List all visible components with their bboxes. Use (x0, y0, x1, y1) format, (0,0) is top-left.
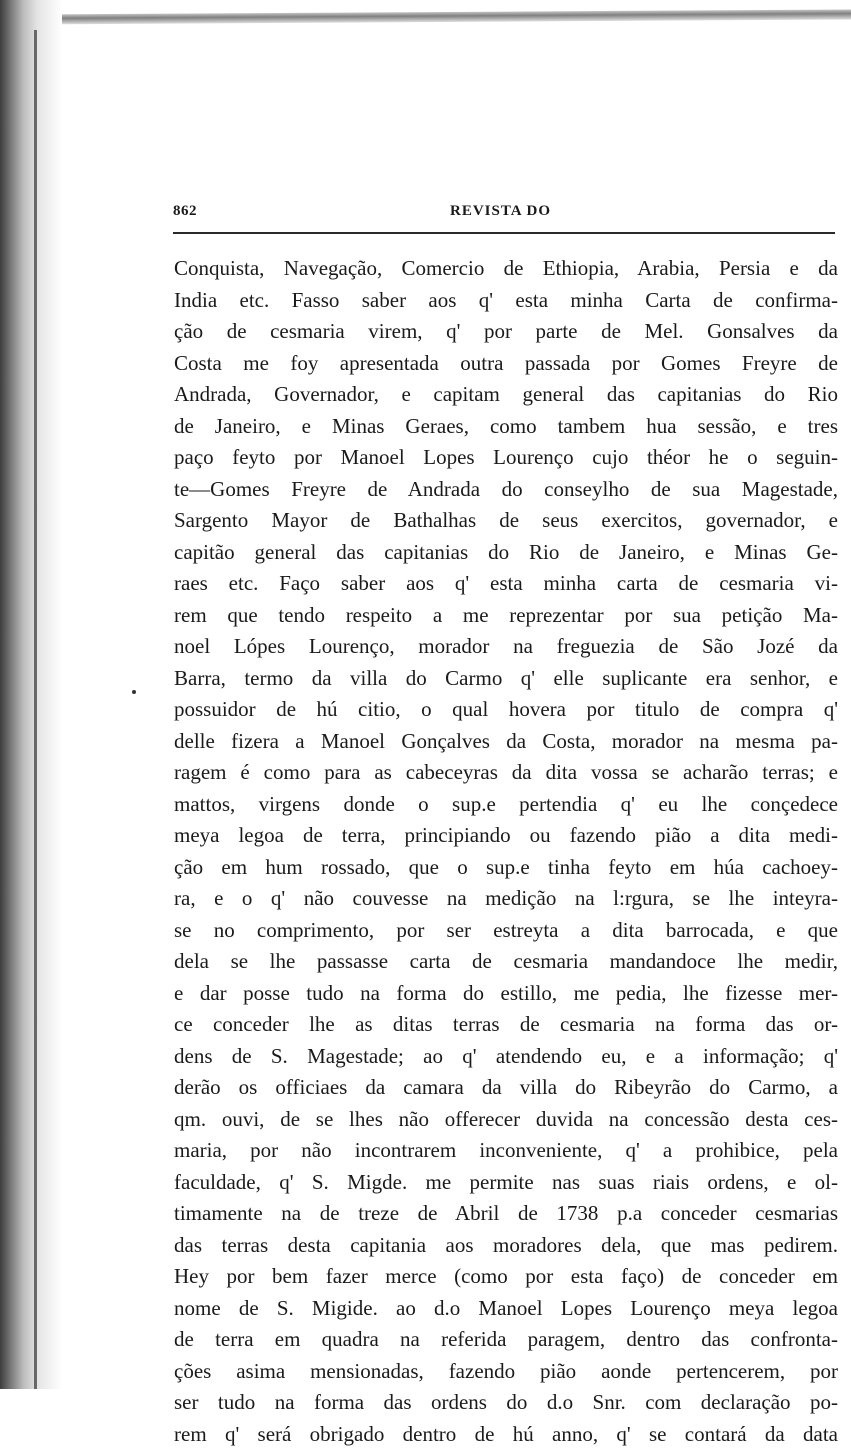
text-line: nome de S. Migide. ao d.o Manoel Lopes Lourenço meya legoa (174, 1293, 838, 1325)
binding-gutter-line (34, 30, 37, 1389)
text-line: Hey por bem fazer merce (como por esta faço) de conceder em (174, 1261, 838, 1293)
text-line: ser tudo na forma das ordens do d.o Snr. com declaração po- (174, 1387, 838, 1419)
page-speck (132, 690, 136, 694)
text-line: de terra em quadra na referida paragem, dentro das confronta- (174, 1324, 838, 1356)
text-line: das terras desta capitania aos moradores dela, que mas pedirem. (174, 1230, 838, 1262)
body-text (174, 253, 838, 1450)
text-line: dens de S. Magestade; ao q' atendendo eu, e a informação; q' (174, 1041, 838, 1073)
text-line: derão os officiaes da camara da villa do Ribeyrão do Carmo, a (174, 1072, 838, 1104)
text-line: Barra, termo da villa do Carmo q' elle suplicante era senhor, e (174, 663, 838, 695)
text-line: Andrada, Governador, e capitam general das capitanias do Rio (174, 379, 838, 411)
text-line: capitão general das capitanias do Rio de Janeiro, e Minas Ge- (174, 537, 838, 569)
text-line: raes etc. Faço saber aos q' esta minha carta de cesmaria vi- (174, 568, 838, 600)
text-line: mattos, virgens donde o sup.e pertendia q' eu lhe conçedece (174, 789, 838, 821)
text-line: India etc. Fasso saber aos q' esta minha Carta de confirma- (174, 285, 838, 317)
running-head (173, 203, 838, 227)
text-line: qm. ouvi, de se lhes não offerecer duvida na concessão desta ces- (174, 1104, 838, 1136)
text-line: te—Gomes Freyre de Andrada do conseylho de sua Magestade, (174, 474, 838, 506)
running-title: REVISTA DO (450, 203, 551, 220)
text-line: ce conceder lhe as ditas terras de cesmaria na forma das or- (174, 1009, 838, 1041)
text-line: de Janeiro, e Minas Geraes, como tambem hua sessão, e tres (174, 411, 838, 443)
text-line: paço feyto por Manoel Lopes Lourenço cujo théor he o seguin- (174, 442, 838, 474)
text-line: Sargento Mayor de Bathalhas de seus exercitos, governador, e (174, 505, 838, 537)
text-line: dela se lhe passasse carta de cesmaria mandandoce lhe medir, (174, 946, 838, 978)
text-line: Conquista, Navegação, Comercio de Ethiopia, Arabia, Persia e da (174, 253, 838, 285)
text-line: meya legoa de terra, principiando ou fazendo pião a dita medi- (174, 820, 838, 852)
header-rule (173, 232, 835, 234)
text-line: timamente na de treze de Abril de 1738 p.a conceder cesmarias (174, 1198, 838, 1230)
text-line: ção em hum rossado, que o sup.e tinha feyto em húa cachoey- (174, 852, 838, 884)
page-number: 862 (173, 203, 197, 220)
text-line: ra, e o q' não couvesse na medição na l:rgura, se lhe inteyra- (174, 883, 838, 915)
text-line: ção de cesmaria virem, q' por parte de Mel. Gonsalves da (174, 316, 838, 348)
text-line: se no comprimento, por ser estreyta a dita barrocada, e que (174, 915, 838, 947)
text-line: Costa me foy apresentada outra passada por Gomes Freyre de (174, 348, 838, 380)
text-line: rem que tendo respeito a me reprezentar por sua petição Ma- (174, 600, 838, 632)
text-line: ções asima mensionadas, fazendo pião aonde pertencerem, por (174, 1356, 838, 1388)
book-binding-shadow (0, 0, 62, 1389)
text-line: rem q' será obrigado dentro de hú anno, q' se contará da data (174, 1419, 838, 1450)
text-line: maria, por não incontrarem inconveniente, q' a prohibice, pela (174, 1135, 838, 1167)
text-line: delle fizera a Manoel Gonçalves da Costa, morador na mesma pa- (174, 726, 838, 758)
text-line: possuidor de hú citio, o qual hovera por titulo de compra q' (174, 694, 838, 726)
text-line: faculdade, q' S. Migde. me permite nas suas riais ordens, e ol- (174, 1167, 838, 1199)
text-line: noel Lópes Lourenço, morador na freguezia de São Jozé da (174, 631, 838, 663)
text-line: e dar posse tudo na forma do estillo, me pedia, lhe fizesse mer- (174, 978, 838, 1010)
text-line: ragem é como para as cabeceyras da dita vossa se acharão terras; e (174, 757, 838, 789)
page-top-edge (30, 9, 851, 24)
